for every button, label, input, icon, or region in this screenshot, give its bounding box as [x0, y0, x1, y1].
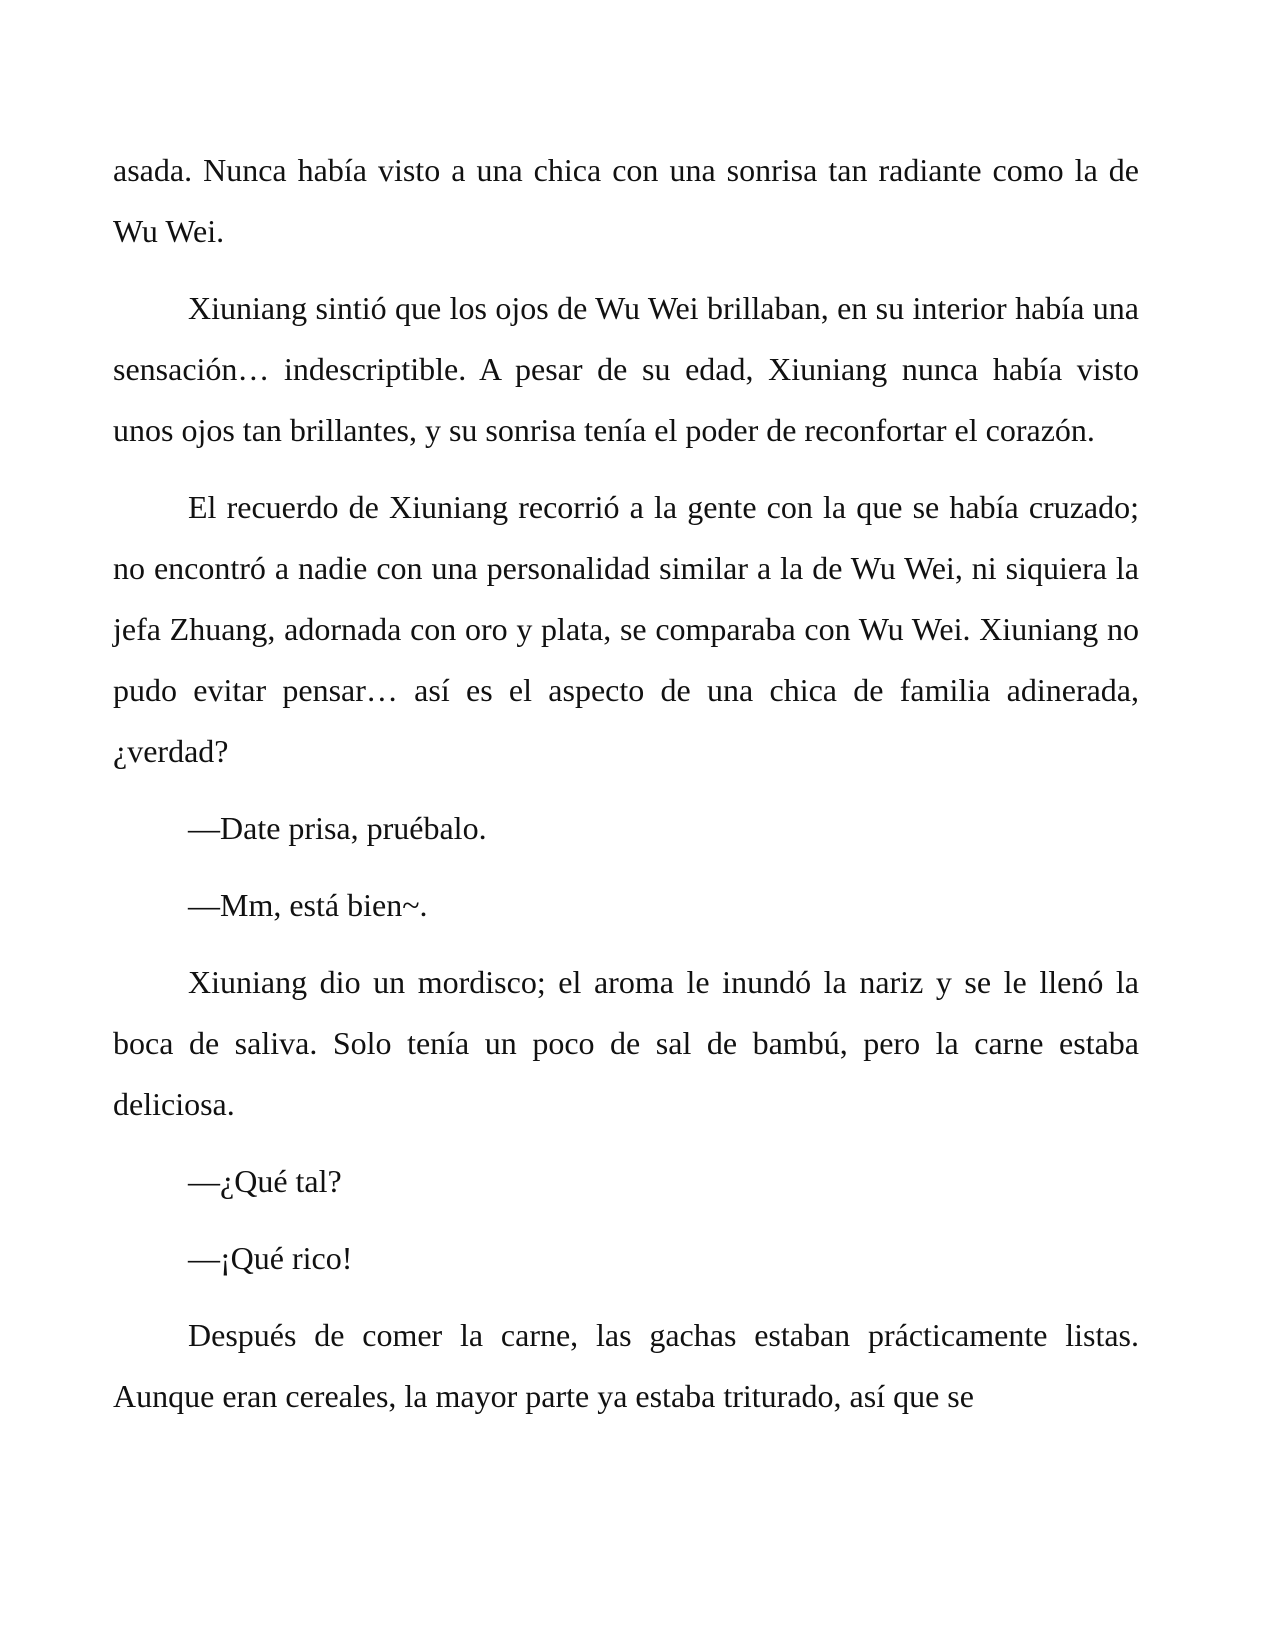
paragraph-4: Xiuniang dio un mordisco; el aroma le inundó la nariz y se le llenó la boca de saliva. Solo tenía un poco de sal de bambú, pero la carne estaba deliciosa. — [113, 964, 1139, 1122]
paragraph-5: Después de comer la carne, las gachas estaban prácticamente listas. Aunque eran cereales, la mayor parte ya estaba triturado, así que se — [113, 1317, 1139, 1414]
dialogue-line-4: —¡Qué rico! — [188, 1240, 353, 1276]
paragraph-3: El recuerdo de Xiuniang recorrió a la gente con la que se había cruzado; no encontró a nadie con una personalidad similar a la de Wu Wei, ni siquiera la jefa Zhuang, adornada con oro y plata, se comparaba con Wu Wei. Xiuniang no pudo evitar pensar… así es el aspecto de una chica de familia adinerada, ¿verdad? — [113, 489, 1139, 769]
paragraph-1: asada. Nunca había visto a una chica con una sonrisa tan radiante como la de Wu Wei. — [113, 152, 1139, 249]
dialogue-line-2: —Mm, está bien~. — [188, 887, 428, 923]
dialogue-line-1: —Date prisa, pruébalo. — [188, 810, 487, 846]
dialogue-line-3: —¿Qué tal? — [188, 1163, 342, 1199]
body-text — [113, 140, 1139, 1427]
paragraph-2: Xiuniang sintió que los ojos de Wu Wei brillaban, en su interior había una sensación… indescriptible. A pesar de su edad, Xiuniang nunca había visto unos ojos tan brillantes, y su sonrisa tenía el poder de reconfortar el corazón. — [113, 290, 1139, 448]
